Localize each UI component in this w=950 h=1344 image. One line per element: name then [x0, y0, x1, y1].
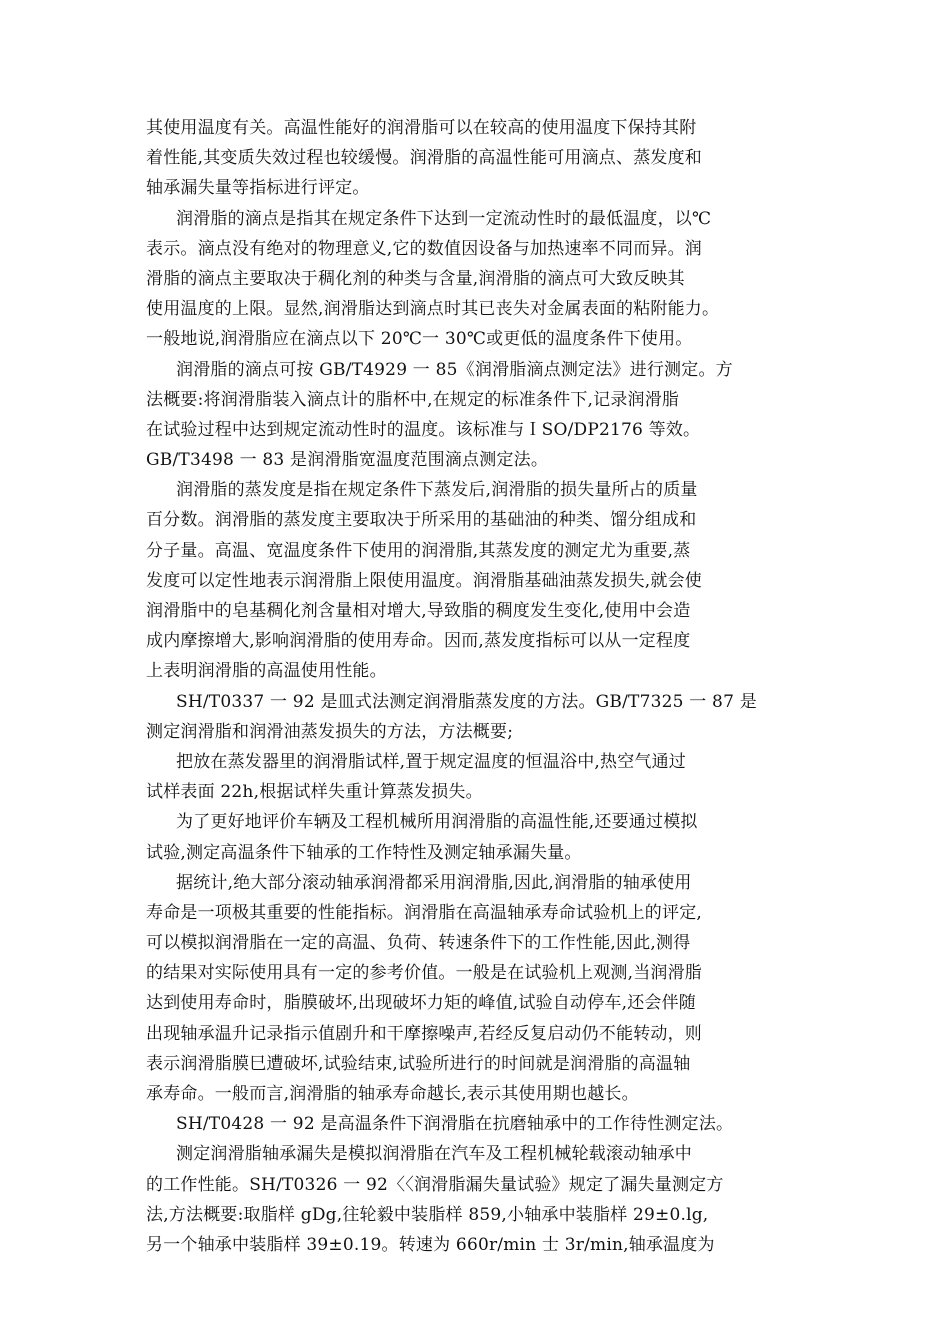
paragraph-first-line: SH/T0428 一 92 是高温条件下润滑脂在抗磨轴承中的工作待性测定法。 — [176, 1114, 734, 1135]
text-line: 润滑脂中的皂基稠化剂含量相对增大,导致脂的稠度发生变化,使用中会造 — [146, 601, 691, 621]
text-line: 轴承漏失量等指标进行评定。 — [146, 178, 370, 199]
text-line: 其使用温度有关。高温性能好的润滑脂可以在较高的使用温度下保持其附 — [146, 118, 697, 138]
paragraph-first-line: 润滑脂的蒸发度是指在规定条件下蒸发后,润滑脂的损失量所占的质量 — [176, 480, 698, 501]
text-line: 滑脂的滴点主要取决于稠化剂的种类与含量,润滑脂的滴点可大致反映其 — [146, 268, 685, 289]
text-line: 上表明润滑脂的高温使用性能。 — [146, 661, 387, 682]
text-line: 百分数。润滑脂的蒸发度主要取决于所采用的基础油的种类、馏分组成和 — [146, 510, 697, 531]
text-line: 出现轴承温升记录指示值剧升和干摩擦噪声,若经反复启动仍不能转动，则 — [146, 1023, 703, 1044]
text-line: 法,方法概要:取脂样 gDg,往轮毅中装脂样 859,小轴承中装脂样 29±0.lg, — [146, 1204, 709, 1225]
text-line: 表示。滴点没有绝对的物理意义,它的数值因设备与加热速率不同而异。润 — [146, 238, 703, 259]
text-line: 在试验过程中达到规定流动性时的温度。该标准与ＩSO/DP2176 等效。 — [146, 419, 701, 440]
text-line: 法概要:将润滑脂装入滴点计的脂杯中,在规定的标准条件下,记录润滑脂 — [146, 389, 680, 410]
text-line: 另一个轴承中装脂样 39±0.19。转速为 660r/min 士 3r/min,轴承温度为 — [146, 1234, 715, 1255]
text-line: 试样表面 22h,根据试样失重计算蒸发损失。 — [146, 782, 483, 803]
paragraph-first-line: SH/T0337 一 92 是皿式法测定润滑脂蒸发度的方法。GB/T7325 一 87 是 — [176, 691, 757, 712]
text-line: 的工作性能。SH/T0326 一 92〈〈润滑脂漏失量试验》规定了漏失量测定方 — [146, 1174, 724, 1195]
text-line: 寿命是一项极其重要的性能指标。润滑脂在高温轴承寿命试验机上的评定, — [146, 902, 703, 923]
paragraph-first-line: 为了更好地评价车辆及工程机械所用润滑脂的高温性能,还要通过模拟 — [176, 812, 698, 833]
text-line: 测定润滑脂和润滑油蒸发损失的方法，方法概要; — [146, 721, 514, 742]
paragraph-first-line: 据统计,绝大部分滚动轴承润滑都采用润滑脂,因此,润滑脂的轴承使用 — [176, 872, 692, 893]
paragraph-first-line: 测定润滑脂轴承漏失是模拟润滑脂在汽车及工程机械轮载滚动轴承中 — [176, 1144, 692, 1165]
text-line: 承寿命。一般而言,润滑脂的轴承寿命越长,表示其使用期也越长。 — [146, 1084, 639, 1104]
document-body — [146, 113, 826, 1260]
text-line: 分子量。高温、宽温度条件下使用的润滑脂,其蒸发度的测定尤为重要,蒸 — [146, 540, 691, 561]
paragraph-first-line: 把放在蒸发器里的润滑脂试样,置于规定温度的恒温浴中,热空气通过 — [176, 751, 687, 772]
text-line: 表示润滑脂膜巳遭破坏,试验结束,试验所进行的时间就是润滑脂的高温轴 — [146, 1053, 691, 1074]
text-line: 成内摩擦增大,影响润滑脂的使用寿命。因而,蒸发度指标可以从一定程度 — [146, 631, 691, 652]
text-line: 着性能,其变质失效过程也较缓慢。润滑脂的高温性能可用滴点、蒸发度和 — [146, 148, 703, 169]
text-line: 发度可以定性地表示润滑脂上限使用温度。润滑脂基础油蒸发损失,就会使 — [146, 570, 703, 591]
text-line: 试验,测定高温条件下轴承的工作特性及测定轴承漏失量。 — [146, 842, 582, 863]
text-line: 一般地说,润滑脂应在滴点以下 20℃一 30℃或更低的温度条件下使用。 — [146, 329, 693, 350]
text-line: 达到使用寿命时，脂膜破坏,出现破坏力矩的峰值,试验自动停车,还会伴随 — [146, 993, 697, 1014]
text-line: 使用温度的上限。显然,润滑脂达到滴点时其已丧失对金属表面的粘附能力。 — [146, 299, 720, 320]
paragraph-first-line: 润滑脂的滴点是指其在规定条件下达到一定流动性时的最低温度，以℃ — [176, 208, 712, 229]
text-line: 可以模拟润滑脂在一定的高温、负荷、转速条件下的工作性能,因此,测得 — [146, 933, 691, 954]
paragraph-first-line: 润滑脂的滴点可按 GB/T4929 一 85《润滑脂滴点测定法》进行测定。方 — [176, 359, 733, 380]
text-line: 的结果对实际使用具有一定的参考价值。一般是在试验机上观测,当润滑脂 — [146, 963, 703, 984]
text-line: GB/T3498 一 83 是润滑脂宽温度范围滴点测定法。 — [146, 450, 549, 471]
